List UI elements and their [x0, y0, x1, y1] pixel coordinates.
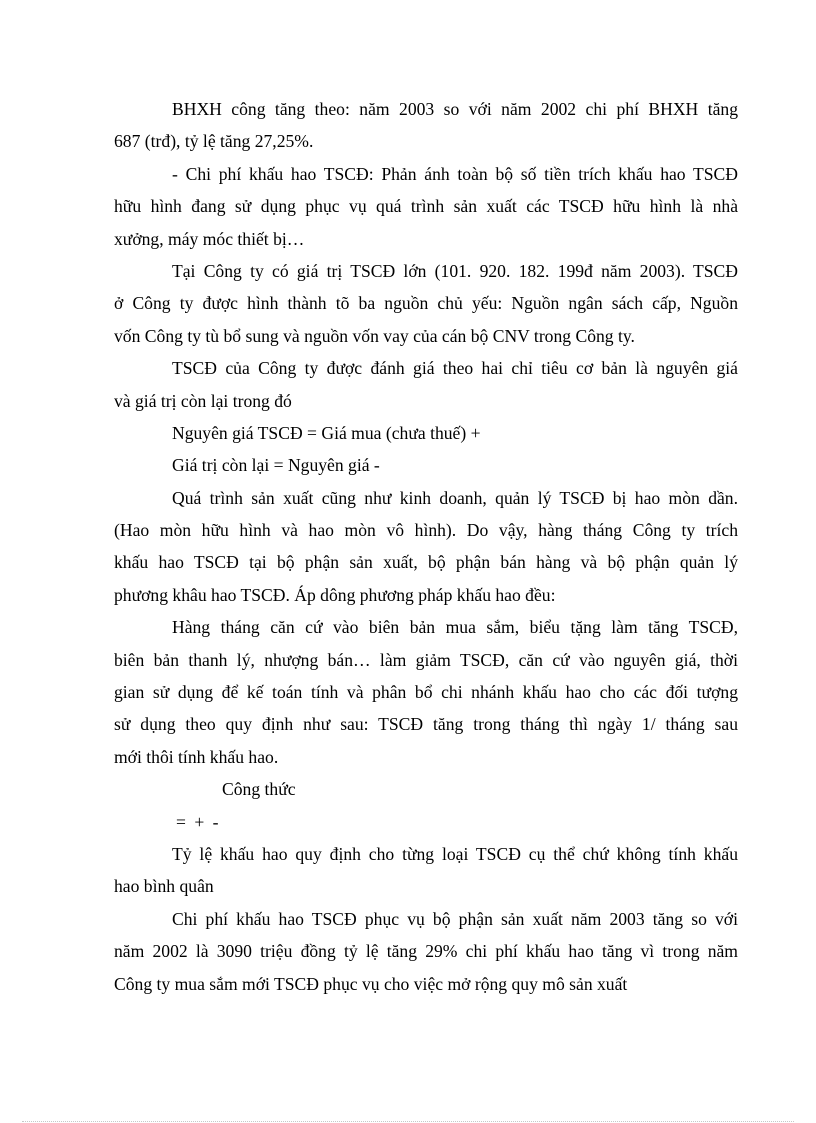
- text-line: Hàng tháng căn cứ vào biên bản mua sắm, biểu tặng làm tăng TSCĐ,: [172, 617, 738, 638]
- text-line: sử dụng theo quy định như sau: TSCĐ tăng trong tháng thì ngày 1/ tháng sau: [114, 714, 738, 735]
- text-line: Công ty mua sắm mới TSCĐ phục vụ cho việc mở rộng quy mô sản xuất: [114, 973, 628, 994]
- text-line: Tại Công ty có giá trị TSCĐ lớn (101. 920. 182. 199đ năm 2003). TSCĐ: [172, 260, 738, 281]
- text-line: khấu hao TSCĐ tại bộ phận sản xuất, bộ phận bán hàng và bộ phận quản lý: [114, 552, 738, 573]
- text-line: Tỷ lệ khấu hao quy định cho từng loại TSCĐ cụ thể chứ không tính khấu: [172, 843, 738, 864]
- text-line: phương khâu hao TSCĐ. Áp dông phương pháp khấu hao đều:: [114, 584, 556, 605]
- text-line: xưởng, máy móc thiết bị…: [114, 228, 305, 249]
- formula-line: Giá trị còn lại = Nguyên giá -: [172, 455, 380, 476]
- text-line: vốn Công ty tù bổ sung và nguồn vốn vay của cán bộ CNV trong Công ty.: [114, 325, 635, 346]
- text-line: và giá trị còn lại trong đó: [114, 390, 292, 411]
- text-line: gian sử dụng để kế toán tính và phân bổ chi nhánh khấu hao cho các đối tượng: [114, 682, 738, 703]
- document-page: [114, 93, 738, 1000]
- page-bottom-divider: [22, 1121, 794, 1122]
- formula-title: Công thức: [222, 779, 296, 800]
- text-line: - Chi phí khấu hao TSCĐ: Phản ánh toàn bộ số tiền trích khấu hao TSCĐ: [172, 163, 738, 184]
- text-line: 687 (trđ), tỷ lệ tăng 27,25%.: [114, 131, 314, 152]
- text-line: ở Công ty được hình thành tõ ba nguồn chủ yếu: Nguồn ngân sách cấp, Nguồn: [114, 293, 738, 314]
- formula-expression: = + -: [176, 811, 219, 832]
- text-line: mới thôi tính khấu hao.: [114, 746, 279, 767]
- text-line: BHXH công tăng theo: năm 2003 so với năm 2002 chi phí BHXH tăng: [172, 99, 738, 119]
- text-line: hữu hình đang sử dụng phục vụ quá trình sản xuất các TSCĐ hữu hình là nhà: [114, 196, 738, 217]
- text-line: hao bình quân: [114, 876, 214, 897]
- text-line: Chi phí khấu hao TSCĐ phục vụ bộ phận sản xuất năm 2003 tăng so với: [172, 908, 738, 929]
- text-line: biên bản thanh lý, nhượng bán… làm giảm TSCĐ, căn cứ vào nguyên giá, thời: [114, 649, 738, 670]
- text-line: Quá trình sản xuất cũng như kinh doanh, quản lý TSCĐ bị hao mòn dần.: [172, 487, 738, 508]
- text-line: (Hao mòn hữu hình và hao mòn vô hình). Do vậy, hàng tháng Công ty trích: [114, 520, 738, 541]
- text-line: năm 2002 là 3090 triệu đồng tỷ lệ tăng 29% chi phí khấu hao tăng vì trong năm: [114, 941, 738, 962]
- text-line: TSCĐ của Công ty được đánh giá theo hai chỉ tiêu cơ bản là nguyên giá: [172, 358, 738, 379]
- formula-line: Nguyên giá TSCĐ = Giá mua (chưa thuế) +: [172, 422, 481, 443]
